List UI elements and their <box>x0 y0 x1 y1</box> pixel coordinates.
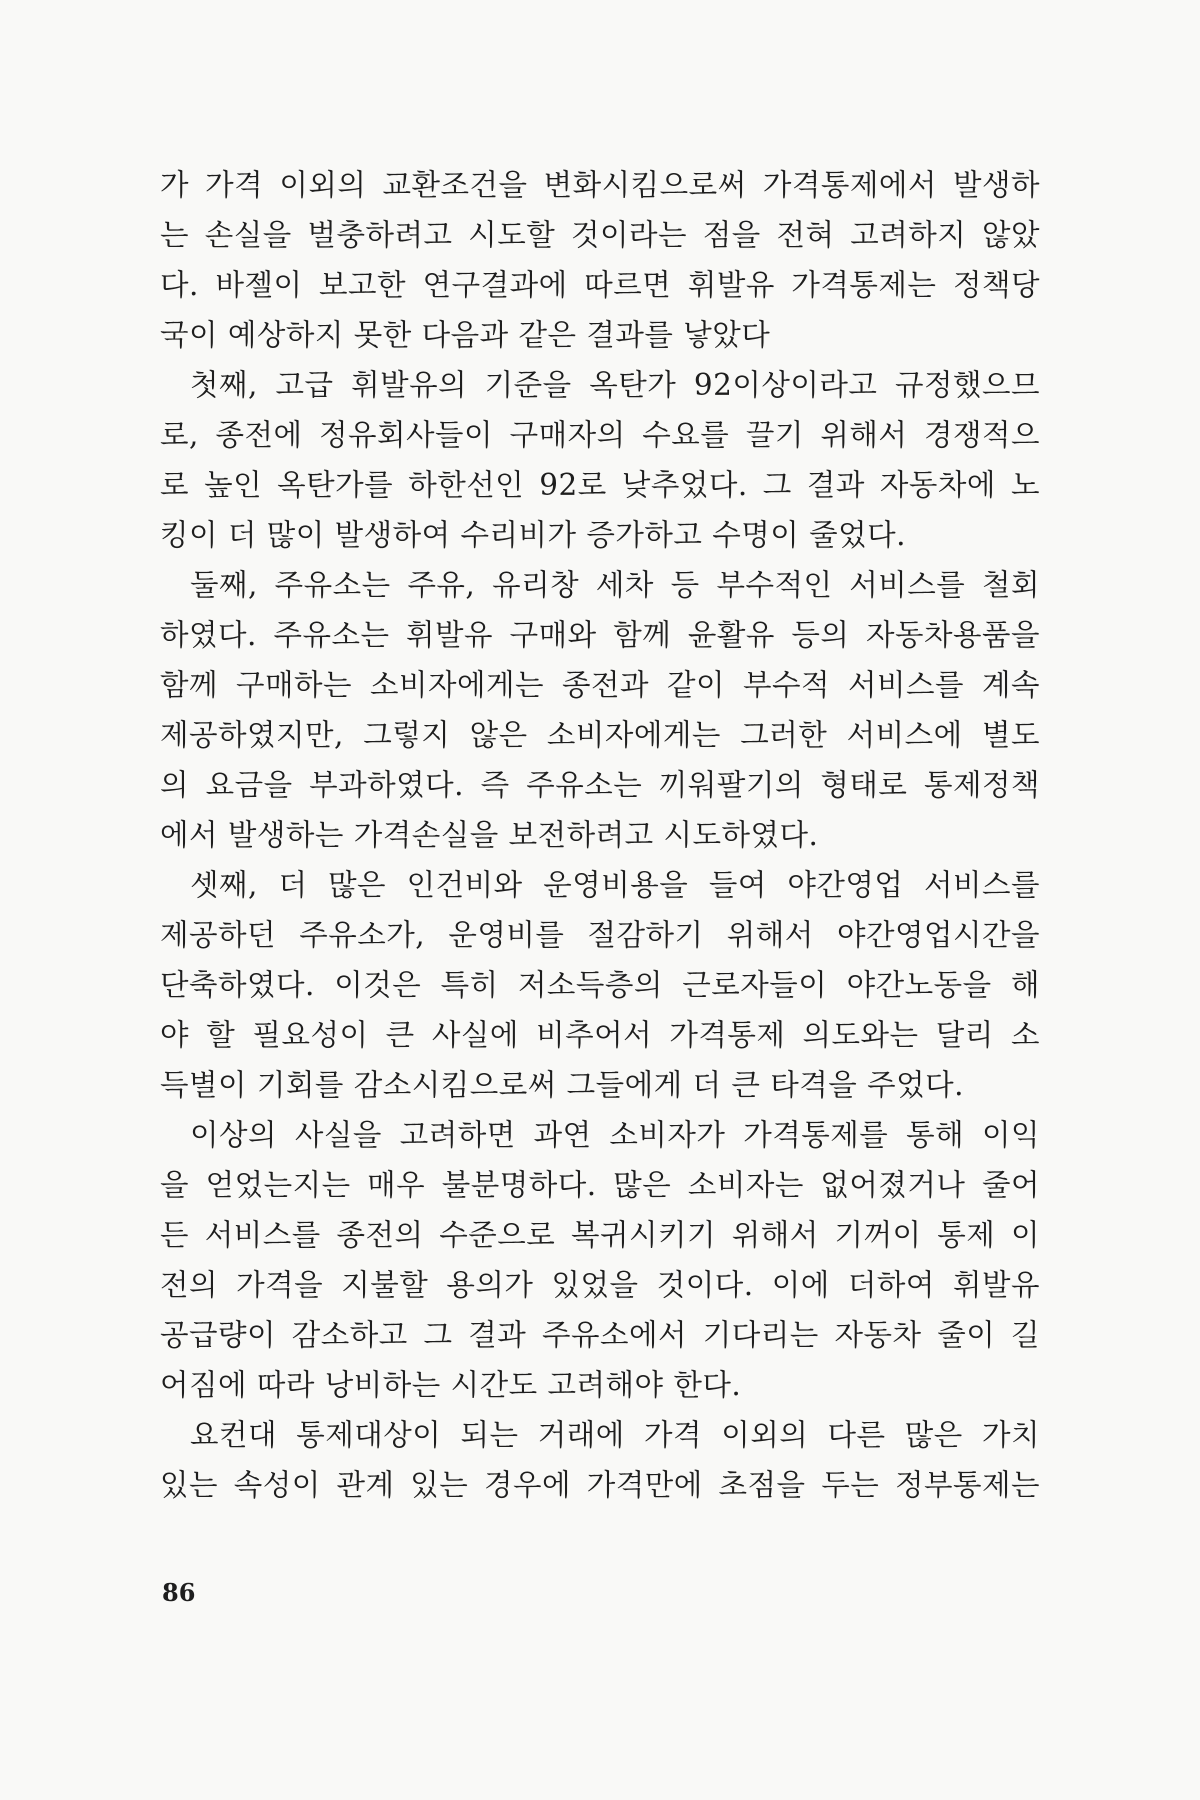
text-line: 야 할 필요성이 큰 사실에 비추어서 가격통제 의도와는 달리 소 <box>160 1018 1040 1052</box>
text-line: 가 가격 이외의 교환조건을 변화시킴으로써 가격통제에서 발생하 <box>160 168 1040 202</box>
text-line: 공급량이 감소하고 그 결과 주유소에서 기다리는 자동차 줄이 길 <box>160 1318 1040 1352</box>
text-line: 제공하였지만, 그렇지 않은 소비자에게는 그러한 서비스에 별도 <box>160 718 1040 752</box>
text-line: 의 요금을 부과하였다. 즉 주유소는 끼워팔기의 형태로 통제정책 <box>160 768 1040 802</box>
text-line: 셋째, 더 많은 인건비와 운영비용을 들여 야간영업 서비스를 <box>190 868 1040 902</box>
text-line: 전의 가격을 지불할 용의가 있었을 것이다. 이에 더하여 휘발유 <box>160 1268 1040 1302</box>
text-line: 로 높인 옥탄가를 하한선인 92로 낮추었다. 그 결과 자동차에 노 <box>160 468 1040 502</box>
text-line: 둘째, 주유소는 주유, 유리창 세차 등 부수적인 서비스를 철회 <box>190 568 1040 602</box>
text-line: 든 서비스를 종전의 수준으로 복귀시키기 위해서 기꺼이 통제 이 <box>160 1218 1040 1252</box>
text-line: 함께 구매하는 소비자에게는 종전과 같이 부수적 서비스를 계속 <box>160 668 1040 702</box>
text-line: 첫째, 고급 휘발유의 기준을 옥탄가 92이상이라고 규정했으므 <box>190 368 1040 402</box>
text-line: 국이 예상하지 못한 다음과 같은 결과를 낳았다 <box>160 318 771 352</box>
body-text <box>160 160 1040 1510</box>
text-line: 로, 종전에 정유회사들이 구매자의 수요를 끌기 위해서 경쟁적으 <box>160 418 1040 452</box>
text-line: 있는 속성이 관계 있는 경우에 가격만에 초점을 두는 정부통제는 <box>160 1468 1040 1502</box>
text-line: 득별이 기회를 감소시킴으로써 그들에게 더 큰 타격을 주었다. <box>160 1068 964 1102</box>
text-line: 에서 발생하는 가격손실을 보전하려고 시도하였다. <box>160 818 819 852</box>
text-line: 는 손실을 벌충하려고 시도할 것이라는 점을 전혀 고려하지 않았 <box>160 218 1040 252</box>
text-line: 단축하였다. 이것은 특히 저소득층의 근로자들이 야간노동을 해 <box>160 968 1040 1002</box>
text-line: 을 얻었는지는 매우 불분명하다. 많은 소비자는 없어졌거나 줄어 <box>160 1168 1040 1202</box>
text-line: 킹이 더 많이 발생하여 수리비가 증가하고 수명이 줄었다. <box>160 518 906 552</box>
page-number: 86 <box>162 1578 196 1607</box>
text-line: 요컨대 통제대상이 되는 거래에 가격 이외의 다른 많은 가치 <box>190 1418 1040 1452</box>
text-line: 제공하던 주유소가, 운영비를 절감하기 위해서 야간영업시간을 <box>160 918 1040 952</box>
text-line: 다. 바젤이 보고한 연구결과에 따르면 휘발유 가격통제는 정책당 <box>160 268 1040 302</box>
text-line: 하였다. 주유소는 휘발유 구매와 함께 윤활유 등의 자동차용품을 <box>160 618 1040 652</box>
text-line: 어짐에 따라 낭비하는 시간도 고려해야 한다. <box>160 1368 742 1402</box>
text-line: 이상의 사실을 고려하면 과연 소비자가 가격통제를 통해 이익 <box>190 1118 1040 1152</box>
